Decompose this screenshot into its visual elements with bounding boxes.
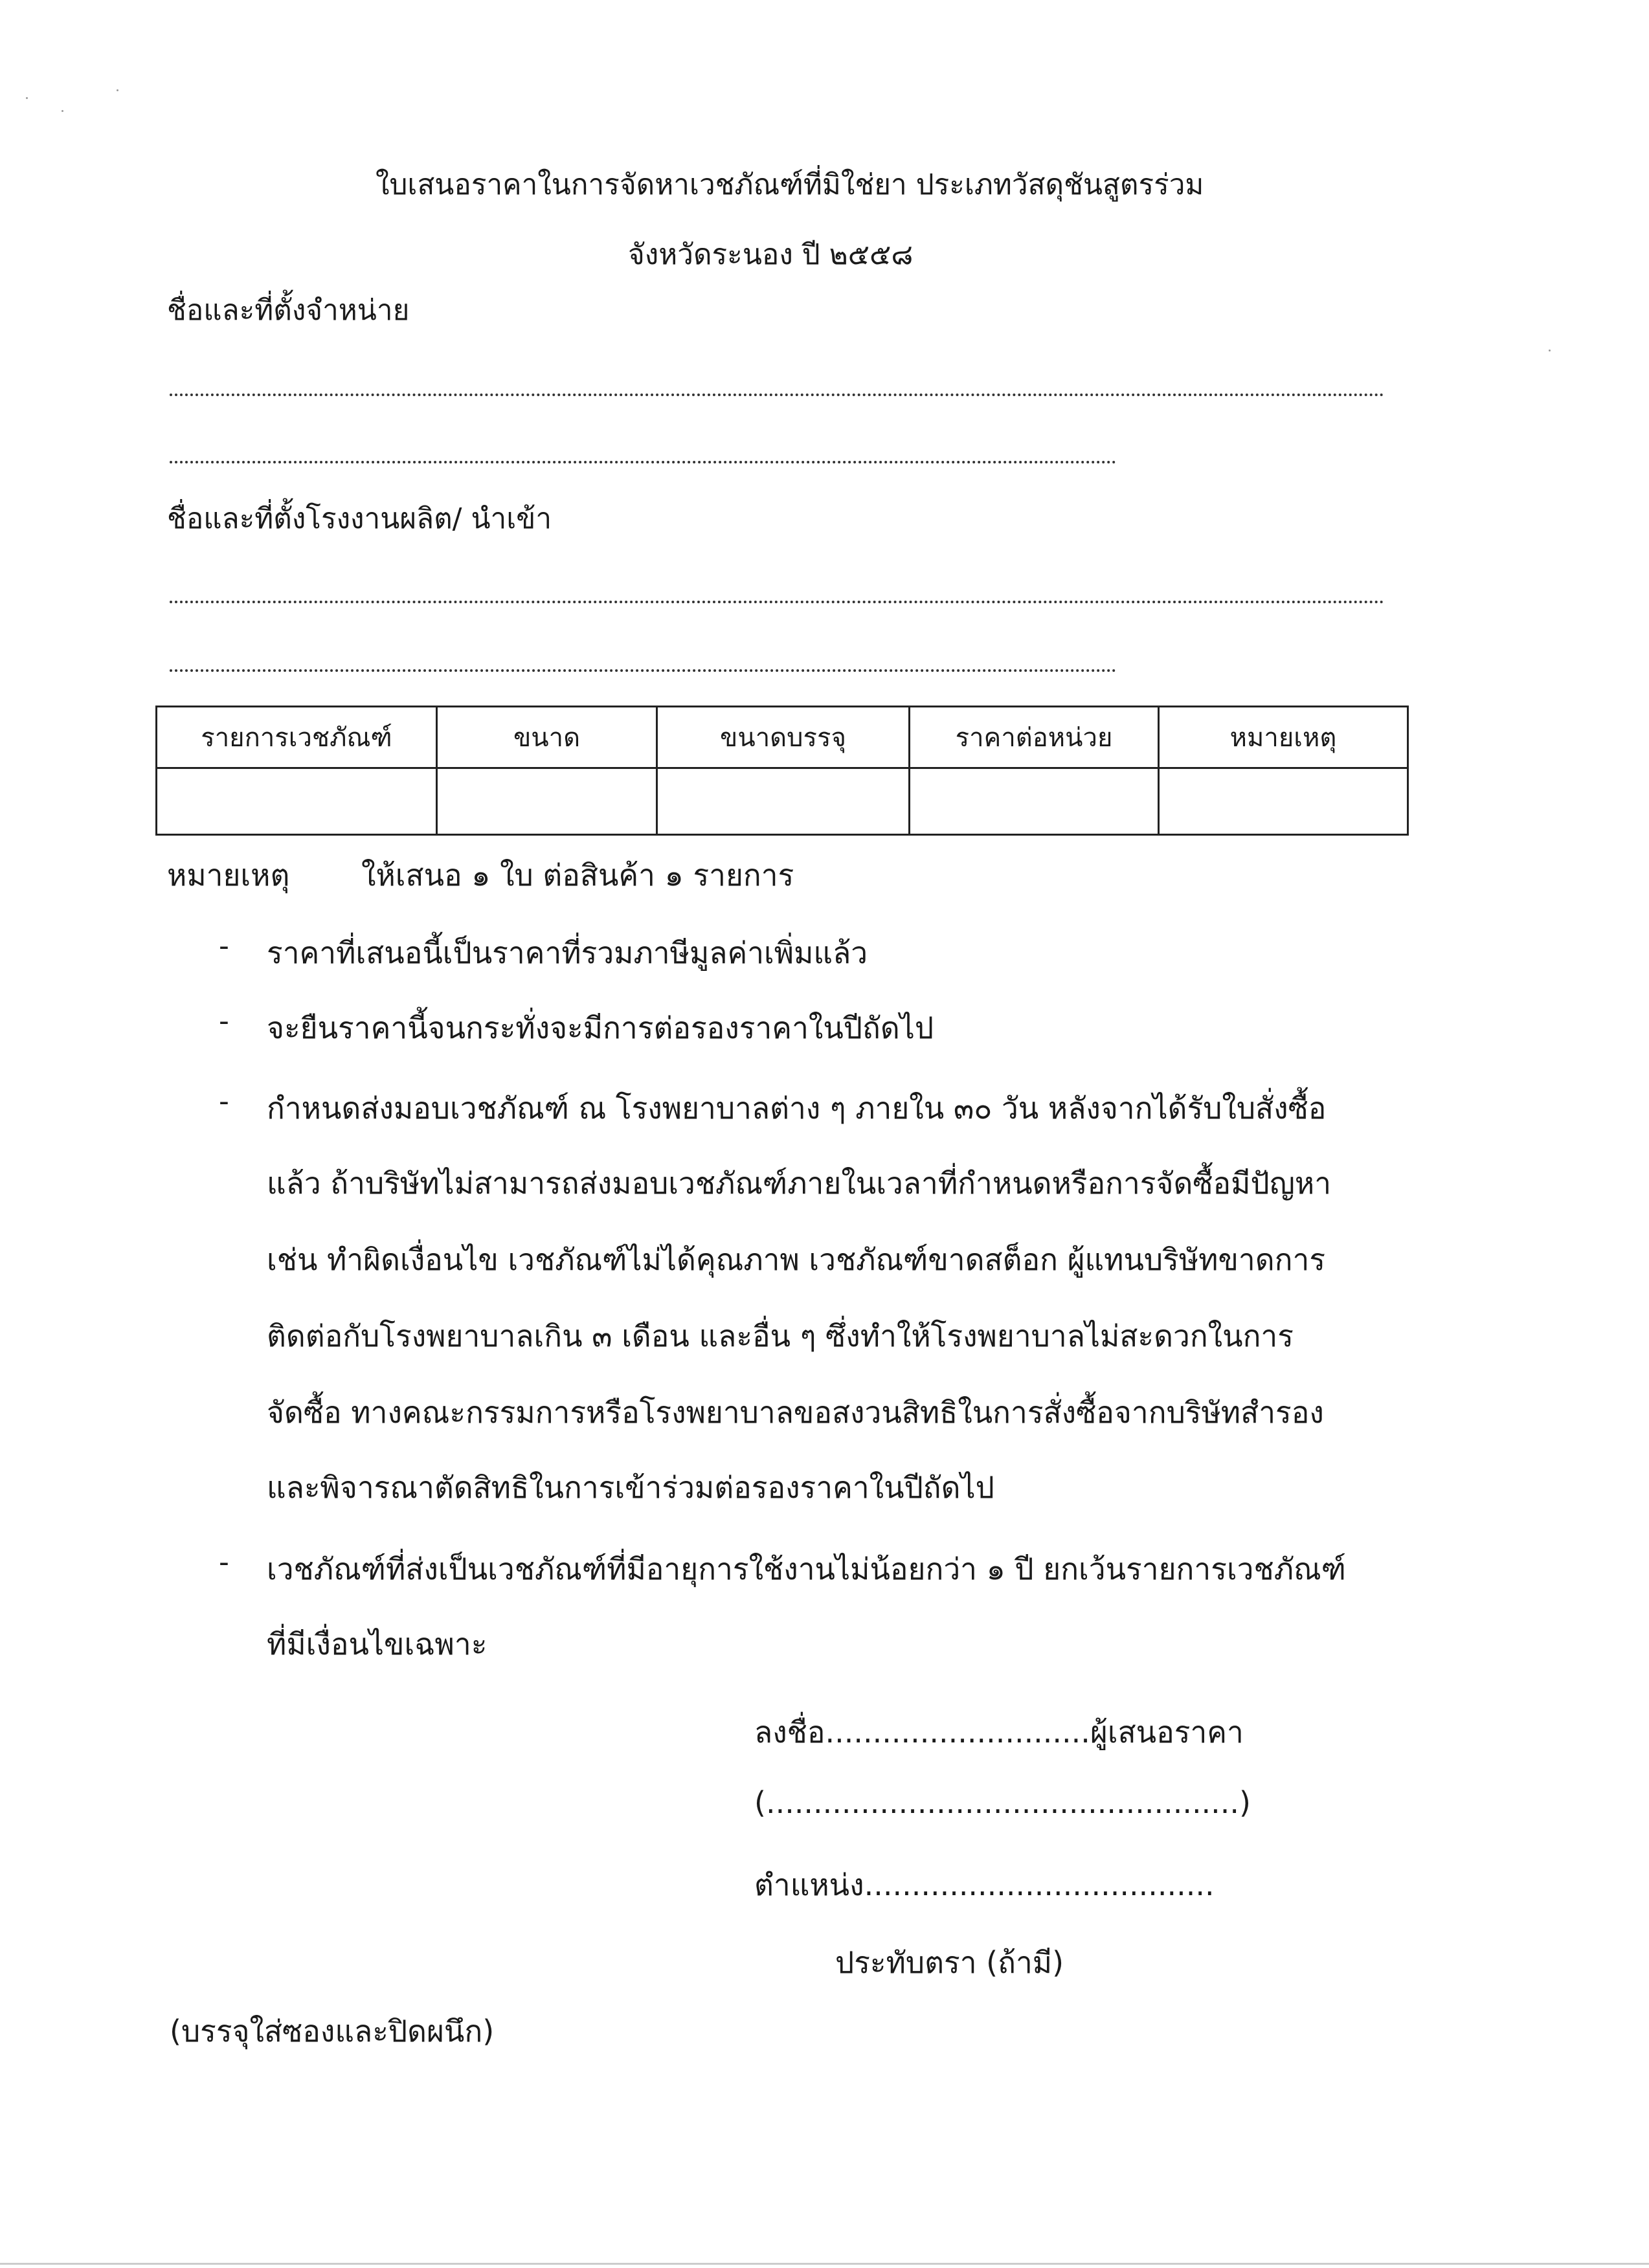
table-row (157, 768, 1408, 835)
bullet-item-3-line: แล้ว ถ้าบริษัทไม่สามารถส่งมอบเวชภัณฑ์ภายในเวลาที่กำหนดหรือการจัดซื้อมีปัญหา (267, 1166, 1332, 1201)
bullet-item-4-line: ที่มีเงื่อนไขเฉพาะ (267, 1627, 488, 1662)
header-package: ขนาดบรรจุ (657, 707, 910, 768)
bullet-dash-3: - (219, 1085, 229, 1118)
scan-speck (117, 89, 118, 91)
bullet-dash-1: - (219, 929, 229, 962)
signer-name-line[interactable]: (..................................................) (754, 1785, 1251, 1820)
form-title-line2: จังหวัดระนอง ปี ๒๕๕๘ (628, 238, 914, 271)
bullet-item-3-line: เช่น ทำผิดเงื่อนไข เวชภัณฑ์ไม่ได้คุณภาพ เวชภัณฑ์ขาดสต็อก ผู้แทนบริษัทขาดการ (267, 1242, 1326, 1277)
bullet-dash-4: - (219, 1546, 229, 1579)
cell-package[interactable] (657, 768, 910, 835)
bullet-item-3-line: จัดซื้อ ทางคณะกรรมการหรือโรงพยาบาลขอสงวนสิทธิในการสั่งซื้อจากบริษัทสำรอง (267, 1395, 1324, 1430)
cell-remark[interactable] (1159, 768, 1408, 835)
signature-suffix: ผู้เสนอราคา (1090, 1715, 1244, 1750)
position-prefix: ตำแหน่ง (754, 1867, 864, 1902)
distributor-label: ชื่อและที่ตั้งจำหน่าย (167, 294, 410, 327)
signature-prefix: ลงชื่อ (754, 1715, 825, 1750)
footer-note: (บรรจุใส่ซองและปิดผนึก) (170, 2014, 495, 2049)
bullet-item-2: จะยืนราคานี้จนกระทั่งจะมีการต่อรองราคาในปีถัดไป (267, 1010, 934, 1045)
scan-speck (1549, 350, 1551, 351)
note-text: ให้เสนอ ๑ ใบ ต่อสินค้า ๑ รายการ (361, 858, 794, 893)
header-size: ขนาด (437, 707, 657, 768)
bullet-item-4-line: เวชภัณฑ์ที่ส่งเป็นเวชภัณฑ์ที่มีอายุการใช้งานไม่น้อยกว่า ๑ ปี ยกเว้นรายการเวชภัณฑ์ (267, 1551, 1346, 1586)
position-line[interactable] (754, 1862, 1215, 1909)
signature-dots[interactable]: ............................ (825, 1715, 1090, 1750)
manufacturer-line-1[interactable] (170, 601, 1384, 603)
cell-item[interactable] (157, 768, 437, 835)
form-title-line1: ใบเสนอราคาในการจัดหาเวชภัณฑ์ที่มิใช่ยา ประเภทวัสดุชันสูตรร่วม (376, 168, 1204, 201)
manufacturer-line-2[interactable] (170, 669, 1116, 672)
table-header-row (157, 707, 1408, 768)
header-item: รายการเวชภัณฑ์ (157, 707, 437, 768)
position-dots[interactable]: ..................................... (864, 1867, 1215, 1902)
stamp-note: ประทับตรา (ถ้ามี) (835, 1945, 1064, 1980)
bullet-item-3-line: กำหนดส่งมอบเวชภัณฑ์ ณ โรงพยาบาลต่าง ๆ ภายใน ๓๐ วัน หลังจากได้รับใบสั่งซื้อ (267, 1091, 1327, 1126)
manufacturer-label: ชื่อและที่ตั้งโรงงานผลิต/ นำเข้า (167, 502, 552, 535)
bullet-item-1: ราคาที่เสนอนี้เป็นราคาที่รวมภาษีมูลค่าเพิ่มแล้ว (267, 935, 868, 970)
items-table (155, 706, 1409, 836)
bullet-item-3-line: และพิจารณาตัดสิทธิในการเข้าร่วมต่อรองราคาในปีถัดไป (267, 1470, 994, 1505)
cell-size[interactable] (437, 768, 657, 835)
scan-edge (0, 2263, 1649, 2265)
signature-line[interactable] (754, 1709, 1244, 1756)
scan-speck (62, 110, 63, 112)
header-remark: หมายเหตุ (1159, 707, 1408, 768)
note-label: หมายเหตุ (167, 858, 290, 893)
bullet-dash-2: - (219, 1005, 229, 1038)
scan-speck (26, 97, 28, 99)
header-unit-price: ราคาต่อหน่วย (910, 707, 1159, 768)
bullet-item-3-line: ติดต่อกับโรงพยาบาลเกิน ๓ เดือน และอื่น ๆ ซึ่งทำให้โรงพยาบาลไม่สะดวกในการ (267, 1318, 1294, 1353)
distributor-line-2[interactable] (170, 461, 1116, 463)
distributor-line-1[interactable] (170, 394, 1384, 396)
cell-unit-price[interactable] (910, 768, 1159, 835)
